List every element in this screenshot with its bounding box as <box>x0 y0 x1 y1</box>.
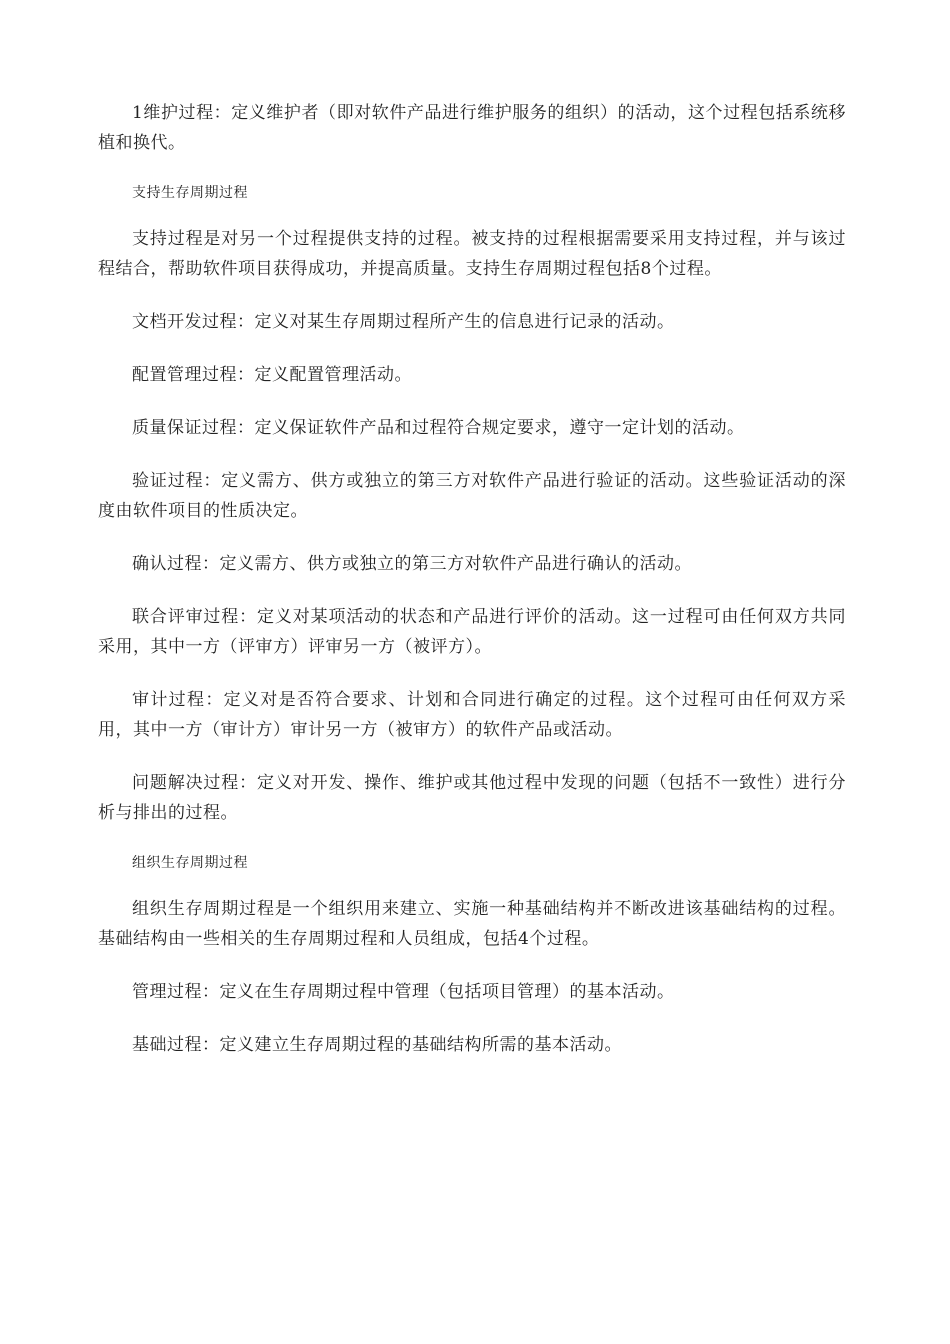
section-heading-support: 支持生存周期过程 <box>132 185 248 201</box>
paragraph-documentation: 文档开发过程：定义对某生存周期过程所产生的信息进行记录的活动。 <box>132 312 675 332</box>
paragraph-problem-resolution: 问题解决过程：定义对开发、操作、维护或其他过程中发现的问题（包括不一致性）进行分析与排出的过程。 <box>98 773 846 823</box>
paragraph-audit: 审计过程：定义对是否符合要求、计划和合同进行确定的过程。这个过程可由任何双方采用，其中一方（审计方）审计另一方（被审方）的软件产品或活动。 <box>98 690 846 740</box>
paragraph-management: 管理过程：定义在生存周期过程中管理（包括项目管理）的基本活动。 <box>132 982 675 1002</box>
paragraph-maintenance-process: 1维护过程：定义维护者（即对软件产品进行维护服务的组织）的活动，这个过程包括系统移植和换代。 <box>98 103 846 153</box>
paragraph-verification: 验证过程：定义需方、供方或独立的第三方对软件产品进行验证的活动。这些验证活动的深度由软件项目的性质决定。 <box>98 471 846 521</box>
paragraph-support-intro: 支持过程是对另一个过程提供支持的过程。被支持的过程根据需要采用支持过程，并与该过程结合，帮助软件项目获得成功，并提高质量。支持生存周期过程包括8个过程。 <box>98 229 846 279</box>
paragraph-joint-review: 联合评审过程：定义对某项活动的状态和产品进行评价的活动。这一过程可由任何双方共同采用，其中一方（评审方）评审另一方（被评方）。 <box>98 607 846 657</box>
paragraph-configuration: 配置管理过程：定义配置管理活动。 <box>132 365 412 385</box>
paragraph-infrastructure: 基础过程：定义建立生存周期过程的基础结构所需的基本活动。 <box>132 1035 622 1055</box>
paragraph-quality-assurance: 质量保证过程：定义保证软件产品和过程符合规定要求，遵守一定计划的活动。 <box>132 418 745 438</box>
document-page <box>98 98 846 1060</box>
section-heading-organization: 组织生存周期过程 <box>132 855 248 871</box>
paragraph-organization-intro: 组织生存周期过程是一个组织用来建立、实施一种基础结构并不断改进该基础结构的过程。基础结构由一些相关的生存周期过程和人员组成，包括4个过程。 <box>98 899 846 949</box>
paragraph-validation: 确认过程：定义需方、供方或独立的第三方对软件产品进行确认的活动。 <box>132 554 692 574</box>
